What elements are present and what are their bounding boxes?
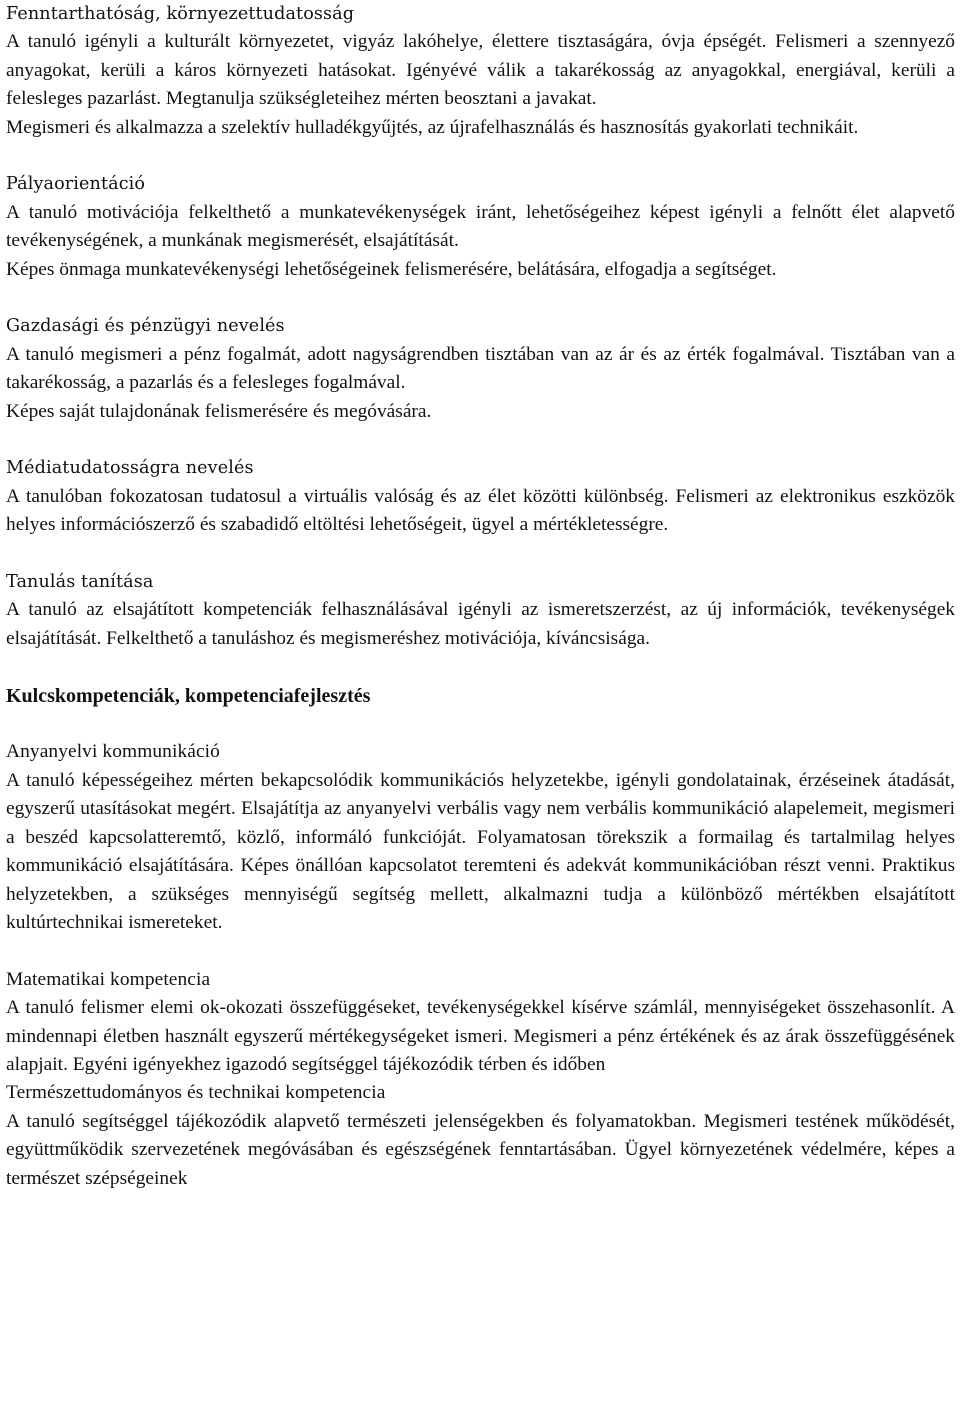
section-paragraph: A tanuló képességeihez mérten bekapcsolódik kommunikációs helyzetekbe, igényli gondolatainak, érzéseinek átadását, egyszerű utasításokat megért. Elsajátítja az anyanyelvi verbális vagy nem verbális kommunikáció alapelemeit, megismeri a beszéd kapcsolatteremtő, közlő, informáló funkcióját. Folyamatosan törekszik a formailag és tartalmilag helyes kommunikáció elsajátítására. Képes önállóan kapcsolatot teremteni és adekvát kommunikációban részt venni. Praktikus helyzetekben, a szükséges mennyiségű segítség mellett, alkalmazni tudja a különböző mértékben elsajátított kultúrtechnikai ismereteket. (6, 769, 955, 933)
section-native-communication (6, 738, 955, 937)
section-heading: Természettudományos és technikai kompetencia (6, 1082, 386, 1104)
section-sustainability (6, 0, 955, 142)
section-paragraph: Megismeri és alkalmazza a szelektív hulladékgyűjtés, az újrafelhasználás és hasznosítás gyakorlati technikáit. (6, 116, 859, 138)
section-paragraph: A tanuló megismeri a pénz fogalmát, adott nagyságrendben tisztában van az ár és az érték fogalmával. Tisztában van a takarékosság, a pazarlás és a felesleges fogalmával. (6, 343, 955, 394)
main-heading: Kulcskompetenciák, kompetenciafejlesztés (6, 684, 371, 707)
section-paragraph: A tanuló igényli a kulturált környezetet, vigyáz lakóhelye, élettere tisztaságára, óvja épségét. Felismeri a szennyező anyagokat, kerüli a káros környezeti hatásokat. Igényévé válik a takarékosság az anyagokkal, energiával, kerüli a felesleges pazarlást. Megtanulja szükségleteihez mérten beosztani a javakat. (6, 31, 955, 110)
paragraph-gap (6, 284, 955, 312)
section-financial-education (6, 312, 955, 426)
section-heading: Gazdasági és pénzügyi nevelés (6, 316, 285, 337)
section-learning-to-learn (6, 568, 955, 653)
section-paragraph: Képes önmaga munkatevékenységi lehetőségeinek felismerésére, belátására, elfogadja a segítséget. (6, 258, 777, 280)
section-science-competence (6, 1079, 955, 1193)
section-paragraph: Képes saját tulajdonának felismerésére és megóvására. (6, 400, 432, 422)
section-heading: Pályaorientáció (6, 174, 146, 195)
paragraph-gap (6, 540, 955, 568)
section-heading: Anyanyelvi kommunikáció (6, 741, 220, 763)
paragraph-gap (6, 142, 955, 170)
section-paragraph: A tanuló motivációja felkelthető a munkatevékenységek iránt, lehetőségeihez képest igényli a felnőtt élet alapvető tevékenységének, a munkának megismerését, elsajátítását. (6, 201, 955, 252)
paragraph-gap (6, 937, 955, 965)
section-math-competence (6, 966, 955, 1080)
section-paragraph: A tanuló felismer elemi ok-okozati összefüggéseket, tevékenységekkel kísérve számlál, mennyiségeket összehasonlít. A mindennapi életben használt egyszerű mértékegységeket ismeri. Megismeri a pénz értékének és az árak összefüggésének alapjait. Egyéni igényekhez igazodó segítséggel tájékozódik térben és időben (6, 997, 955, 1075)
paragraph-gap (6, 426, 955, 454)
section-paragraph: A tanulóban fokozatosan tudatosul a virtuális valóság és az élet közötti különbség. Felismeri az elektronikus eszközök helyes információszerző és szabadidő eltöltési lehetőségeit, ügyel a mértékletességre. (6, 485, 955, 536)
section-paragraph: A tanuló segítséggel tájékozódik alapvető természeti jelenségekben és folyamatokban. Megismeri testének működését, együttműködik szervezetének megóvásában és egészségének fenntartásában. Ügyel környezetének védelmére, képes a természet szépségeinek (6, 1110, 955, 1189)
section-heading: Tanulás tanítása (6, 572, 154, 593)
section-paragraph: A tanuló az elsajátított kompetenciák felhasználásával igényli az ismeretszerzést, az új információk, tevékenységek elsajátítását. Felkelthető a tanuláshoz és megismeréshez motivációja, kíváncsisága. (6, 599, 955, 649)
paragraph-gap (6, 710, 955, 738)
section-heading: Matematikai kompetencia (6, 968, 211, 990)
section-media-awareness (6, 454, 955, 539)
paragraph-gap (6, 653, 955, 681)
section-heading: Fenntarthatóság, környezettudatosság (6, 4, 355, 24)
section-heading: Médiatudatosságra nevelés (6, 458, 254, 479)
section-career-orientation (6, 170, 955, 284)
document-page (6, 0, 955, 1193)
